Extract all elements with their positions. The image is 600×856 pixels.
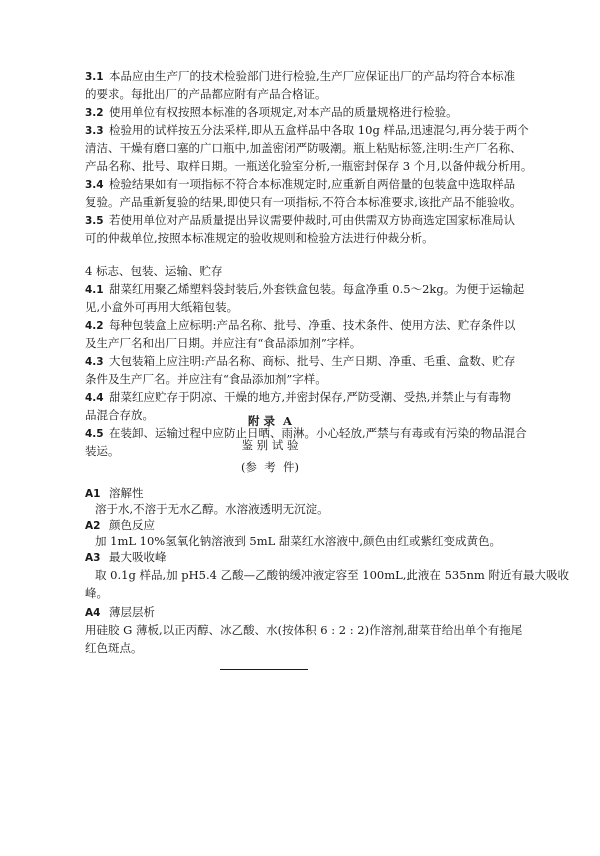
appendix-title: 附 录 A — [248, 414, 292, 428]
a2-number: A2 — [85, 520, 101, 532]
appendix-a2-heading — [85, 517, 155, 534]
a3-text-line-1: 取 0.1g 样品,加 pH5.4 乙酸—乙酸钠缓冲液定容至 100mL,此液在 535nm 附近有最大吸收 — [95, 568, 569, 582]
appendix-a3-heading — [85, 549, 167, 566]
a1-number: A1 — [85, 488, 101, 500]
para-4-2-number: 4.2 — [85, 320, 104, 332]
appendix-a1-heading — [85, 485, 144, 502]
para-4-4-line-1: 4.4 甜菜红应贮存于阴凉、干燥的地方,并密封保存,严防受潮、受热,并禁止与有毒物 — [85, 390, 511, 404]
a2-title: 颜色反应 — [109, 518, 155, 532]
a2-text: 加 1mL 10%氢氧化钠溶液到 5mL 甜菜红水溶液中,颜色由红或紫红变成黄色。 — [95, 534, 502, 548]
para-4-1-line-2: 见,小盒外可再用大纸箱包装。 — [85, 300, 239, 314]
para-3-5-line-1: 3.5 若使用单位对产品质量提出异议需要仲裁时,可由供需双方协商选定国家标准局认 — [85, 213, 516, 227]
end-divider — [220, 669, 308, 670]
para-4-4-number: 4.4 — [85, 392, 104, 404]
appendix-note: (参 考 件) — [240, 460, 300, 474]
para-3-3-number: 3.3 — [85, 125, 104, 137]
a3-number: A3 — [85, 552, 101, 564]
para-4-4-line-2: 品混合存放。 — [85, 408, 154, 422]
a1-title: 溶解性 — [109, 486, 144, 500]
a4-text-line-2: 红色斑点。 — [85, 641, 143, 655]
para-4-5-number: 4.5 — [85, 428, 104, 440]
para-4-2-line-1: 4.2 每种包装盒上应标明:产品名称、批号、净重、技术条件、使用方法、贮存条件以 — [85, 318, 516, 332]
a4-text-line-1: 用硅胶 G 薄板,以正丙醇、冰乙酸、水(按体积 6 : 2 : 2)作溶剂,甜菜苷给出单个有拖尾 — [85, 623, 523, 637]
section-4-heading: 4 标志、包装、运输、贮存 — [85, 264, 223, 278]
para-3-5-line-2: 可的仲裁单位,按照本标准规定的验收规则和检验方法进行仲裁分析。 — [85, 231, 434, 245]
para-3-3-line-2: 清洁、干燥有磨口塞的广口瓶中,加盖密闭严防吸潮。瓶上粘贴标签,注明:生产厂名称、 — [85, 141, 522, 155]
para-3-4-line-2: 复验。产品重新复验的结果,即使只有一项指标,不符合本标准要求,该批产品不能验收。 — [85, 195, 522, 209]
para-4-2-line-2: 及生产厂名和出厂日期。并应注有“食品添加剂”字样。 — [85, 336, 362, 350]
para-4-3-line-2: 条件及生产厂名。并应注有“食品添加剂”字样。 — [85, 372, 327, 386]
para-4-3-number: 4.3 — [85, 356, 104, 368]
para-4-3-line-1: 4.3 大包装箱上应注明:产品名称、商标、批号、生产日期、净重、毛重、盒数、贮存 — [85, 354, 516, 368]
appendix-a4-heading — [85, 604, 155, 621]
para-3-4-line-1: 3.4 检验结果如有一项指标不符合本标准规定时,应重新自两倍量的包装盒中选取样品 — [85, 177, 516, 191]
para-4-5-line-1: 4.5 在装卸、运输过程中应防止日晒、雨淋。小心轻放,严禁与有毒或有污染的物品混合 — [85, 426, 527, 440]
para-4-5-line-2: 装运。 — [85, 444, 120, 458]
para-3-1-number: 3.1 — [85, 71, 104, 83]
para-3-3-line-3: 产品名称、批号、取样日期。一瓶送化验室分析,一瓶密封保存 3 个月,以备仲裁分析用。 — [85, 159, 533, 173]
para-4-1-number: 4.1 — [85, 284, 104, 296]
para-3-2-number: 3.2 — [85, 107, 104, 119]
para-3-1-line-1: 3.1 本品应由生产厂的技术检验部门进行检验,生产厂应保证出厂的产品均符合本标准 — [85, 69, 516, 83]
para-3-4-number: 3.4 — [85, 179, 104, 191]
a3-text-line-2: 峰。 — [85, 586, 108, 600]
a4-title: 薄层层析 — [109, 605, 155, 619]
a3-title: 最大吸收峰 — [109, 550, 167, 564]
para-3-2-line-1: 3.2 使用单位有权按照本标准的各项规定,对本产品的质量规格进行检验。 — [85, 105, 458, 119]
para-3-5-number: 3.5 — [85, 215, 104, 227]
para-3-1-line-2: 的要求。每批出厂的产品都应附有产品合格证。 — [85, 87, 327, 101]
appendix-subtitle: 鉴 别 试 验 — [241, 438, 299, 452]
a4-number: A4 — [85, 607, 101, 619]
a1-text: 溶于水,不溶于无水乙醇。水溶液透明无沉淀。 — [95, 502, 329, 516]
para-4-1-line-1: 4.1 甜菜红用聚乙烯塑料袋封装后,外套铁盒包装。每盒净重 0.5～2kg。为便于运输起 — [85, 282, 525, 296]
para-3-3-line-1: 3.3 检验用的试样按五分法采样,即从五盒样品中各取 10g 样品,迅速混匀,再分装于两个 — [85, 123, 529, 137]
